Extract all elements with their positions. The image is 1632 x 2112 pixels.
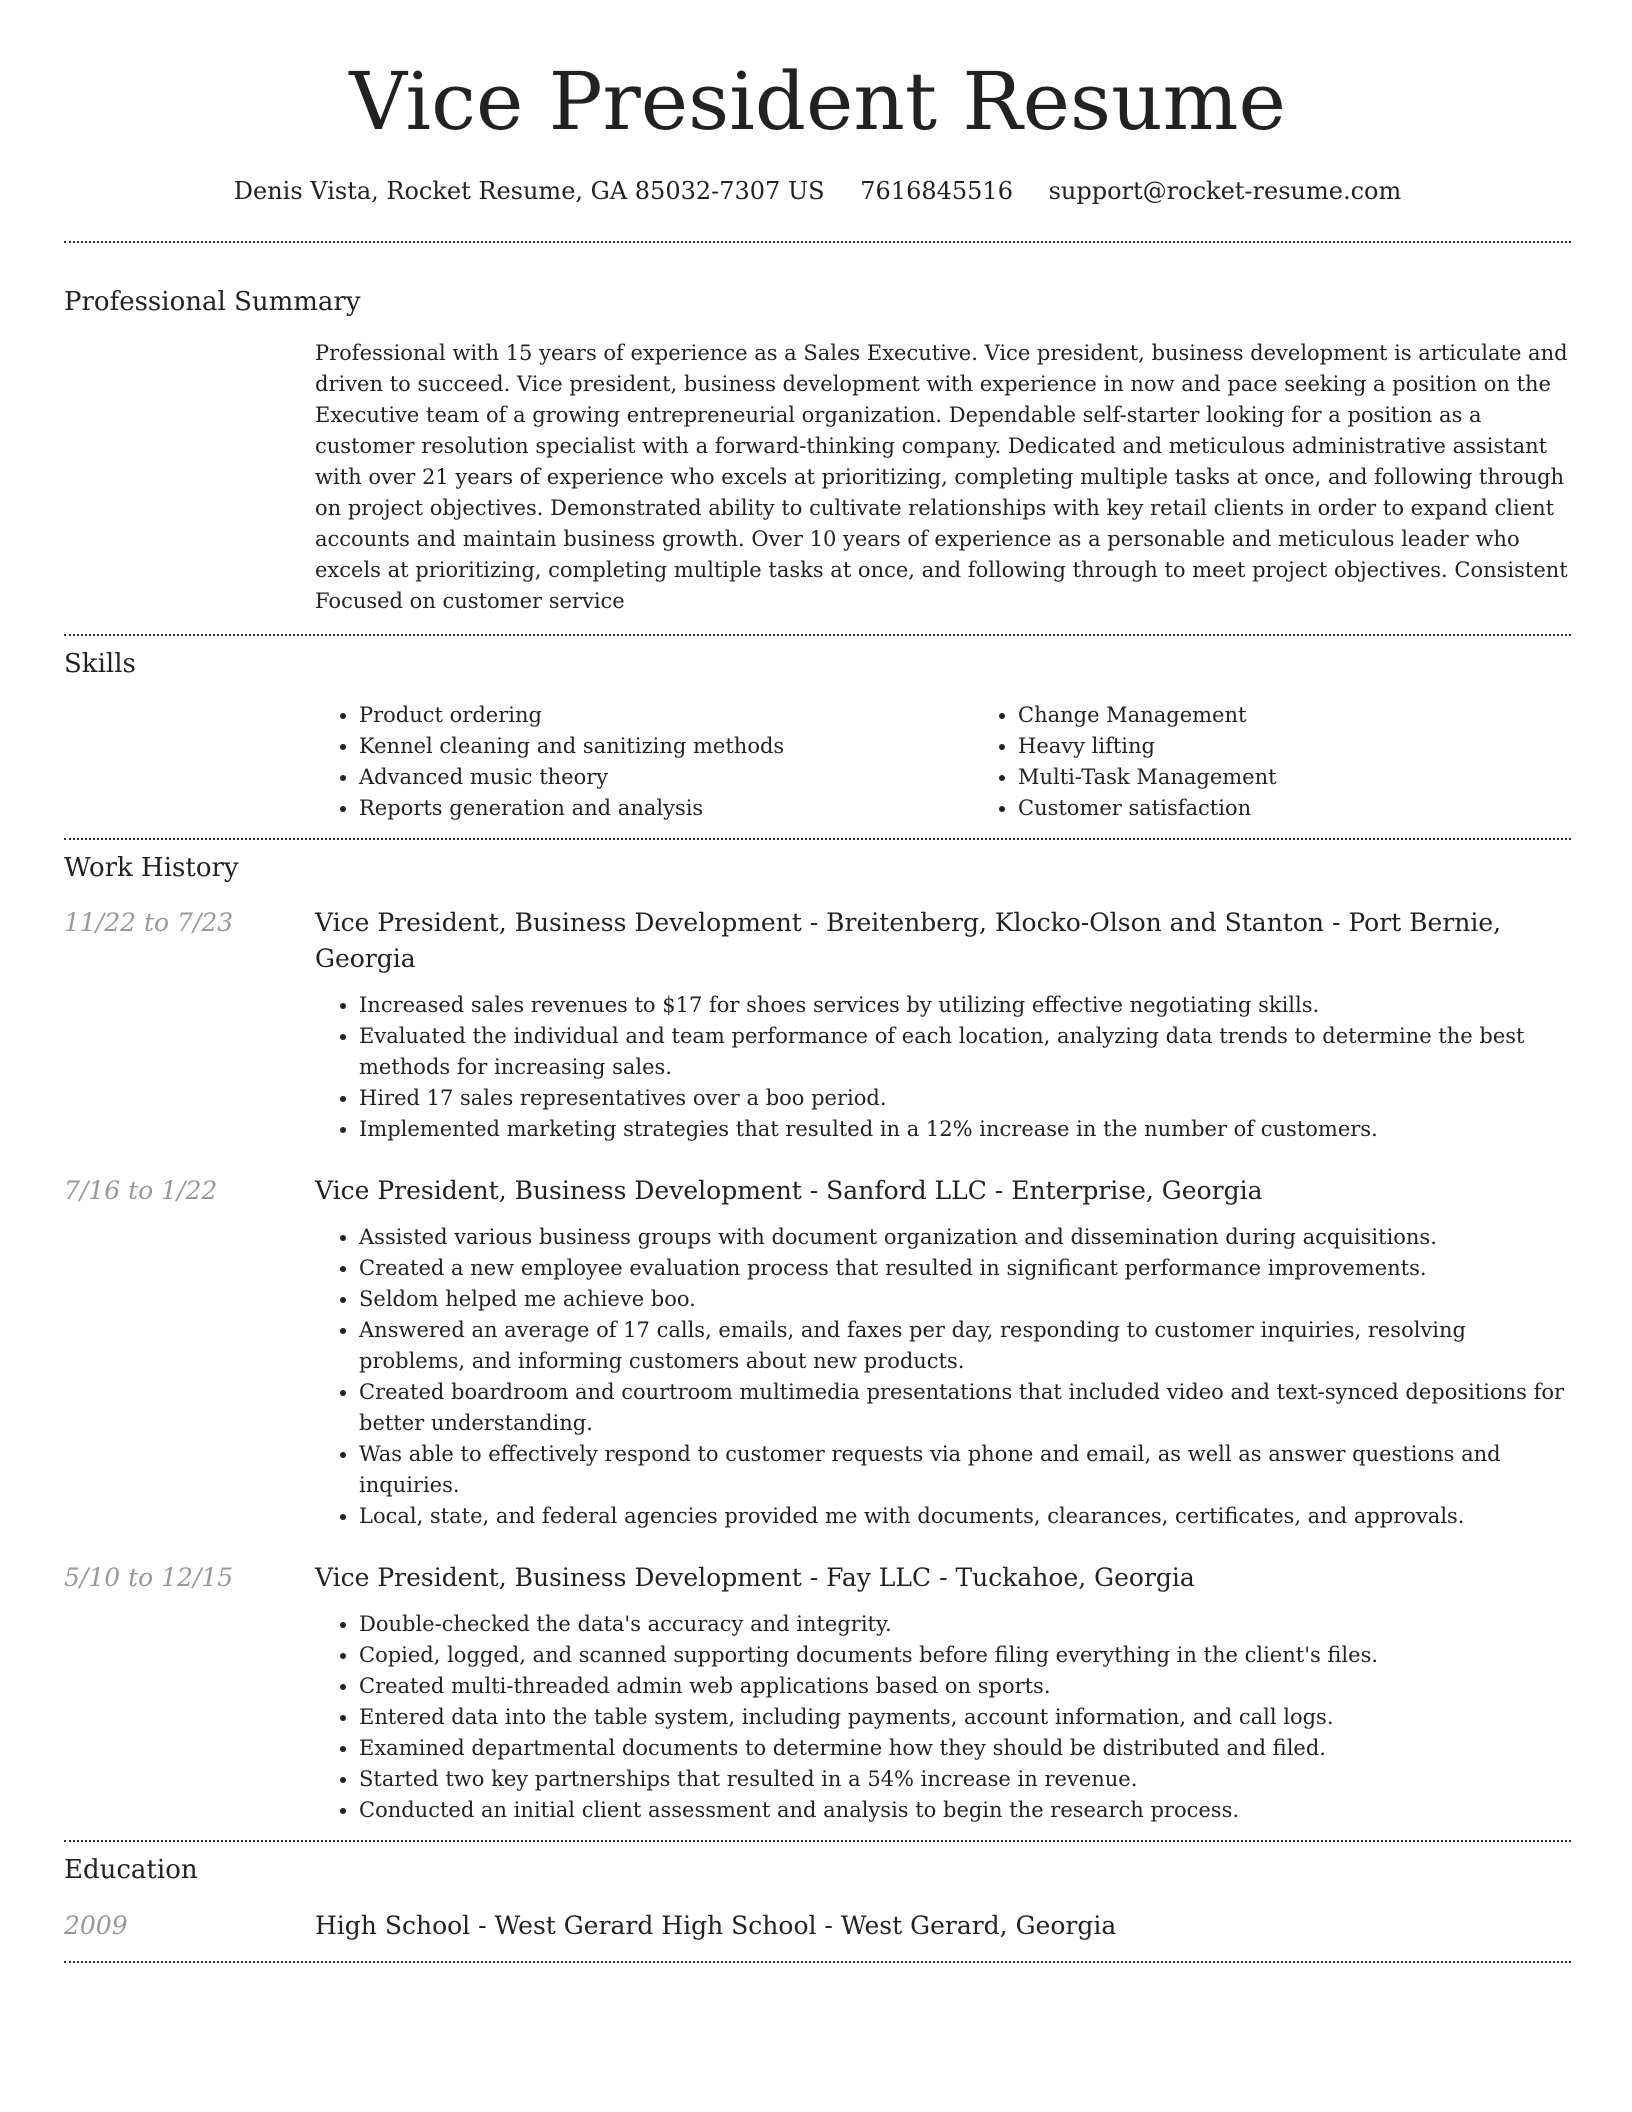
job-title: Vice President, Business Development - Fay LLC - Tuckahoe, Georgia — [315, 1563, 1195, 1592]
job-dates: 7/16 to 1/22 — [64, 1176, 218, 1205]
job-bullet: • Implemented marketing strategies that resulted in a 12% increase in the number of customers. — [359, 1114, 1571, 1145]
work-section — [64, 850, 1571, 1826]
skill-item: • Heavy lifting — [1018, 731, 1632, 762]
summary-text: Professional with 15 years of experience as a Sales Executive. Vice president, business development is articulate and driven to succeed. Vice president, business development with experience in now and pace seeking a position on the Executive team of a growing entrepreneurial organization. Dependable self-starter looking for a position as a customer resolution specialist with a forward-thinking company. Dedicated and meticulous administrative assistant with over 21 years of experience who excels at prioritizing, completing multiple tasks at once, and following through on project objectives. Demonstrated ability to cultivate relationships with key retail clients in order to expand client accounts and maintain business growth. Over 10 years of experience as a personable and meticulous leader who excels at prioritizing, completing multiple tasks at once, and following through to meet project objectives. Consistent Focused on customer service — [315, 341, 1568, 613]
contact-address: Denis Vista, Rocket Resume, GA 85032-7307 US — [233, 177, 825, 205]
job-bullet: • Was able to effectively respond to customer requests via phone and email, as well as answer questions and inquiries. — [359, 1439, 1571, 1501]
skill-item: • Advanced music theory — [359, 762, 974, 793]
job-bullet: • Copied, logged, and scanned supporting documents before filing everything in the client's files. — [359, 1640, 1571, 1671]
contact-phone: 7616845516 — [860, 177, 1013, 205]
job-bullet: • Entered data into the table system, including payments, account information, and call logs. — [359, 1702, 1571, 1733]
job-bullet: • Increased sales revenues to $17 for shoes services by utilizing effective negotiating skills. — [359, 990, 1571, 1021]
skills-list-right — [974, 700, 1632, 824]
job-bullet: • Hired 17 sales representatives over a boo period. — [359, 1083, 1571, 1114]
job-bullet: • Created multi-threaded admin web applications based on sports. — [359, 1671, 1571, 1702]
skill-item: • Change Management — [1018, 700, 1632, 731]
skill-item: • Customer satisfaction — [1018, 793, 1632, 824]
job-bullets — [315, 1609, 1571, 1826]
education-section — [64, 1852, 1571, 1944]
divider — [64, 1961, 1571, 1963]
skills-heading: Skills — [64, 649, 136, 679]
contact-email: support@rocket-resume.com — [1048, 177, 1402, 205]
summary-section — [64, 284, 1571, 617]
job-bullet: • Local, state, and federal agencies provided me with documents, clearances, certificates, and approvals. — [359, 1501, 1571, 1532]
skill-item: • Multi-Task Management — [1018, 762, 1632, 793]
resume-title: Vice President Resume — [349, 55, 1286, 148]
divider — [64, 241, 1571, 243]
job-entry — [64, 1560, 1571, 1826]
skill-item: • Kennel cleaning and sanitizing methods — [359, 731, 974, 762]
contact-line — [64, 174, 1571, 208]
job-title: Vice President, Business Development - Sanford LLC - Enterprise, Georgia — [315, 1176, 1263, 1205]
job-bullet: • Started two key partnerships that resulted in a 54% increase in revenue. — [359, 1764, 1571, 1795]
job-bullet: • Evaluated the individual and team performance of each location, analyzing data trends to determine the best methods for increasing sales. — [359, 1021, 1571, 1083]
job-bullets — [315, 1222, 1571, 1532]
work-heading: Work History — [64, 853, 239, 883]
education-heading: Education — [64, 1855, 198, 1885]
job-bullet: • Seldom helped me achieve boo. — [359, 1284, 1571, 1315]
education-title: High School - West Gerard High School - West Gerard, Georgia — [315, 1911, 1117, 1940]
job-dates: 11/22 to 7/23 — [64, 908, 234, 937]
job-bullet: • Answered an average of 17 calls, emails, and faxes per day, responding to customer inquiries, resolving problems, and informing customers about new products. — [359, 1315, 1571, 1377]
job-bullet: • Conducted an initial client assessment and analysis to begin the research process. — [359, 1795, 1571, 1826]
skill-item: • Product ordering — [359, 700, 974, 731]
skills-list-left — [315, 700, 974, 824]
job-entry — [64, 1173, 1571, 1532]
job-bullet: • Created boardroom and courtroom multimedia presentations that included video and text-synced depositions for better understanding. — [359, 1377, 1571, 1439]
education-dates: 2009 — [64, 1911, 128, 1940]
job-bullet: • Double-checked the data's accuracy and integrity. — [359, 1609, 1571, 1640]
job-title: Vice President, Business Development - Breitenberg, Klocko-Olson and Stanton - Port Bernie, Georgia — [315, 908, 1502, 973]
job-bullets — [315, 990, 1571, 1145]
job-bullet: • Assisted various business groups with document organization and dissemination during acquisitions. — [359, 1222, 1571, 1253]
divider — [64, 634, 1571, 636]
summary-heading: Professional Summary — [64, 287, 361, 317]
job-bullet: • Examined departmental documents to determine how they should be distributed and filed. — [359, 1733, 1571, 1764]
job-dates: 5/10 to 12/15 — [64, 1563, 234, 1592]
education-entry — [64, 1908, 1571, 1944]
job-entry — [64, 905, 1571, 1145]
divider — [64, 838, 1571, 840]
job-bullet: • Created a new employee evaluation process that resulted in significant performance improvements. — [359, 1253, 1571, 1284]
skills-section — [64, 646, 1571, 824]
resume-page — [64, 0, 1571, 1963]
skill-item: • Reports generation and analysis — [359, 793, 974, 824]
divider — [64, 1840, 1571, 1842]
